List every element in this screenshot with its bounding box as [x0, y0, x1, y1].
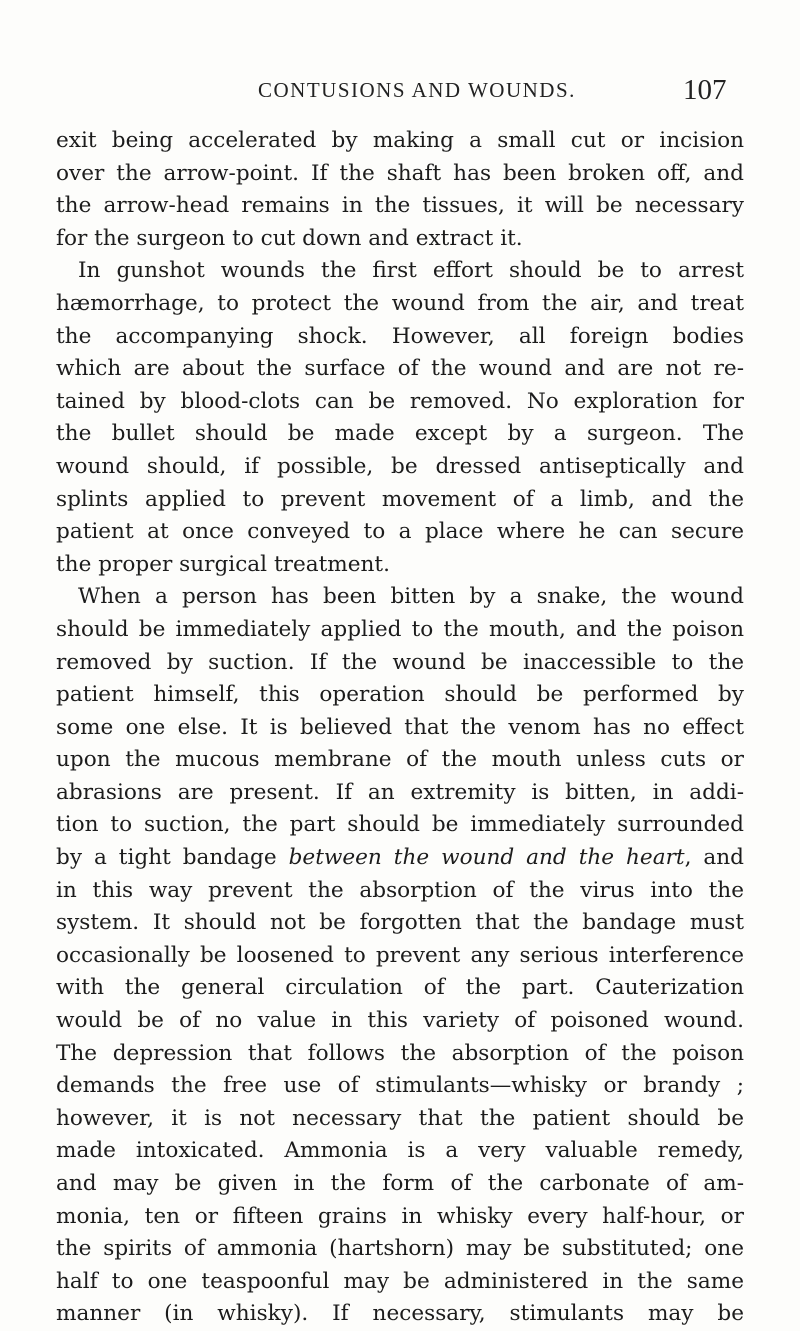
line-text-after: , and	[684, 845, 744, 871]
text-line: in this way prevent the absorption of the virus into the	[56, 877, 744, 903]
text-line: some one else. It is believed that the venom has no effect	[56, 714, 744, 740]
text-line: with the general circulation of the part. Cauterization	[56, 975, 744, 1001]
text-line: would be of no value in this variety of poisoned wound.	[56, 1008, 744, 1034]
text-line: exit being accelerated by making a small cut or incision	[56, 128, 744, 153]
text-line: abrasions are present. If an extremity is bitten, in addi-	[56, 779, 744, 805]
text-line: hæmorrhage, to protect the wound from the air, and treat	[56, 290, 744, 316]
text-line: and may be given in the form of the carbonate of am-	[56, 1171, 744, 1196]
text-line: for the surgeon to cut down and extract it.	[56, 225, 523, 251]
text-line: manner (in whisky). If necessary, stimulants may be	[56, 1301, 744, 1327]
text-line: demands the free use of stimulants—whisky or brandy ;	[56, 1073, 744, 1099]
text-line: system. It should not be forgotten that the bandage must	[56, 910, 744, 936]
text-line: the bullet should be made except by a surgeon. The	[56, 421, 744, 447]
text-line: the arrow-head remains in the tissues, it will be necessary	[56, 193, 744, 219]
text-line: occasionally be loosened to prevent any serious interference	[56, 942, 744, 968]
text-line: removed by suction. If the wound be inaccessible to the	[56, 649, 744, 675]
paragraph-start-line: When a person has been bitten by a snake, the wound	[78, 584, 744, 610]
text-line: wound should, if possible, be dressed antiseptically and	[56, 453, 744, 479]
running-head	[0, 74, 800, 114]
text-line: the spirits of ammonia (hartshorn) may be substituted; one	[56, 1236, 744, 1262]
text-line: the proper surgical treatment.	[56, 551, 390, 577]
text-line: should be immediately applied to the mouth, and the poison	[56, 616, 744, 642]
text-line: tained by blood-clots can be removed. No exploration for	[56, 388, 744, 414]
text-line: tion to suction, the part should be immediately surrounded	[56, 812, 744, 838]
running-title: CONTUSIONS AND WOUNDS.	[258, 78, 576, 102]
text-line: the accompanying shock. However, all foreign bodies	[56, 323, 744, 349]
text-line: monia, ten or fifteen grains in whisky every half-hour, or	[56, 1203, 744, 1229]
emphasized-phrase: between the wound and the heart	[288, 845, 685, 871]
paragraph-start-line: In gunshot wounds the first effort should be to arrest	[78, 258, 744, 284]
text-line: patient at once conveyed to a place where he can secure	[56, 519, 744, 545]
text-line: upon the mucous membrane of the mouth unless cuts or	[56, 747, 744, 773]
text-line: half to one teaspoonful may be administered in the same	[56, 1268, 744, 1294]
text-line: splints applied to prevent movement of a limb, and the	[56, 486, 744, 512]
line-text-before: by a tight bandage	[56, 845, 289, 871]
text-line: made intoxicated. Ammonia is a very valuable remedy,	[56, 1138, 744, 1164]
text-line: The depression that follows the absorption of the poison	[56, 1040, 744, 1066]
page-number: 107	[683, 74, 727, 106]
body-text	[56, 125, 744, 1331]
text-line: however, it is not necessary that the patient should be	[56, 1105, 744, 1131]
text-line-with-emphasis	[56, 842, 744, 875]
text-line: over the arrow-point. If the shaft has been broken off, and	[56, 160, 744, 186]
text-line: which are about the surface of the wound and are not re-	[56, 356, 744, 382]
text-line: patient himself, this operation should be performed by	[56, 682, 744, 708]
